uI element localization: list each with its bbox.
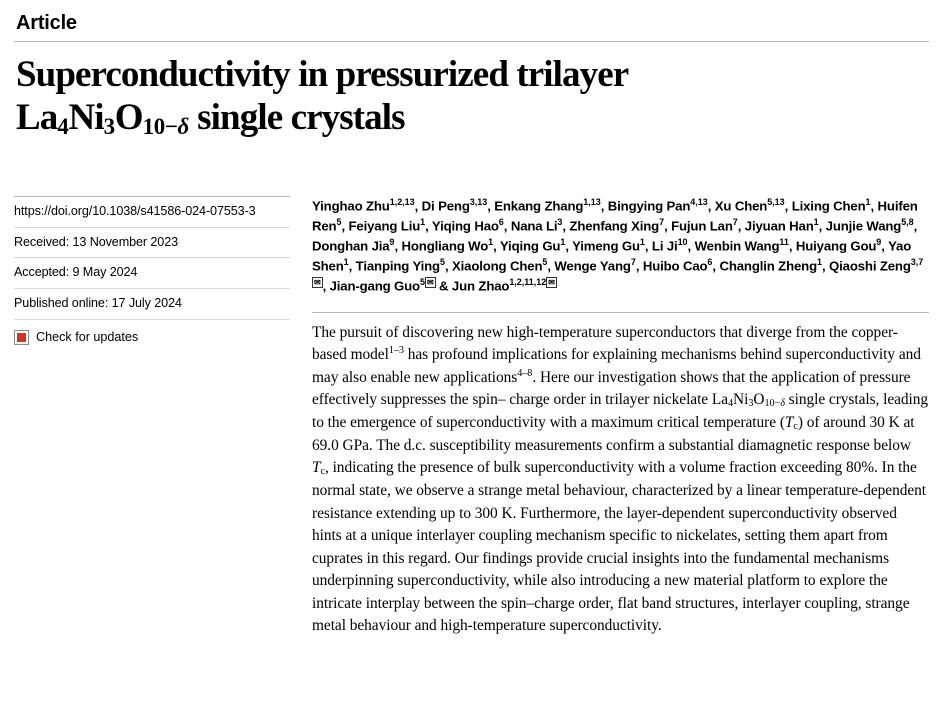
- title-text-part2: single crystals: [197, 96, 405, 138]
- section-label: Article: [16, 12, 77, 34]
- title-text-part1: Superconductivity in pressurized trilayer: [16, 54, 629, 95]
- email-icon[interactable]: ✉: [548, 277, 555, 287]
- authors-abstract-column: [312, 196, 929, 637]
- abstract-text: The pursuit of discovering new high-temperature superconductors that diverge from the copper-based model$^{1-3}$ has profound implications for explaining mechanisms behind superconductivity and may also enable new applications$^{4-8}$. Here our investigation shows that the application of pressure effectively suppresses the spin– charge order in trilayer nickelate $La_4Ni_3O_{10-\delta}$ single crystals, leading to the emergence of superconductivity with a maximum critical temperature $(T_c)$ of around 30 K at 69.0 GPa. The d.c. susceptibility measurements confirm a substantial diamagnetic response below $T_c$, indicating the presence of bulk superconductivity with a volume fraction exceeding 80%. In the normal state, we observe a strange metal behaviour, characterized by a linear temperature-dependent resistance extending up to 300 K. Furthermore, the layer-dependent superconductivity observed hints at a unique interlayer coupling mechanism specific to nickelates, setting them apart from cuprates in this regard. Our findings provide crucial insights into the fundamental mechanisms underpinning superconductivity, while also introducing a new material platform to explore the intricate interplay between the spin–charge order, flat band structures, interlayer coupling, strange metal behaviour and high-temperature superconductivity.: [312, 323, 929, 634]
- check-for-updates-label: Check for updates: [36, 330, 139, 345]
- email-icon[interactable]: ✉: [426, 277, 434, 287]
- email-icon[interactable]: ✉: [314, 277, 321, 287]
- header-divider: [14, 41, 929, 42]
- author-list: Yinghao Zhu$^{1,2,13}$, Di Peng$^{3,13}$, Enkang Zhang$^{1,13}$, Bingying Pan$^{4,13}$, Xu Chen$^{5,13}$, Lixing Chen$^1$, Huifen Ren$^5$, Feiyang Liu$^1$, Yiqing Hao$^6$, Nana Li$^3$, Zhenfang Xing$^7$, Fujun Lan$^7$, Jiyuan Han$^1$, Junjie Wang$^{5,8}$, Donghan Jia$^9$, Hongliang Wo$^1$, Yiqing Gu$^1$, Yimeng Gu$^1$, Li Ji$^{10}$, Wenbin Wang$^{11}$, Huiyang Gou$^9$, Yao Shen$^1$, Tianping Ying$^5$, Xiaolong Chen$^5$, Wenge Yang$^7$, Huibo Cao$^6$, Changlin Zheng$^1$, Qiaoshi Zeng$^{3,7✉}$ , Jian-gang Guo$^5$ ✉ & Jun Zhao$^{1,2,11,12}$ ✉: [312, 197, 924, 294]
- received-date: Received: 13 November 2023: [14, 228, 290, 259]
- accepted-date: Accepted: 9 May 2024: [14, 258, 290, 289]
- published-date: Published online: 17 July 2024: [14, 289, 290, 320]
- title-formula: $La_4Ni_3O_{10-\delta}$: [16, 96, 189, 139]
- crossmark-icon: [14, 330, 29, 345]
- doi-link[interactable]: https://doi.org/10.1038/s41586-024-07553-3: [14, 196, 290, 228]
- metadata-column: [14, 196, 290, 637]
- check-for-updates[interactable]: [14, 320, 290, 345]
- content-columns: [14, 196, 929, 637]
- page-title: [16, 54, 896, 141]
- abstract-divider: [312, 312, 929, 313]
